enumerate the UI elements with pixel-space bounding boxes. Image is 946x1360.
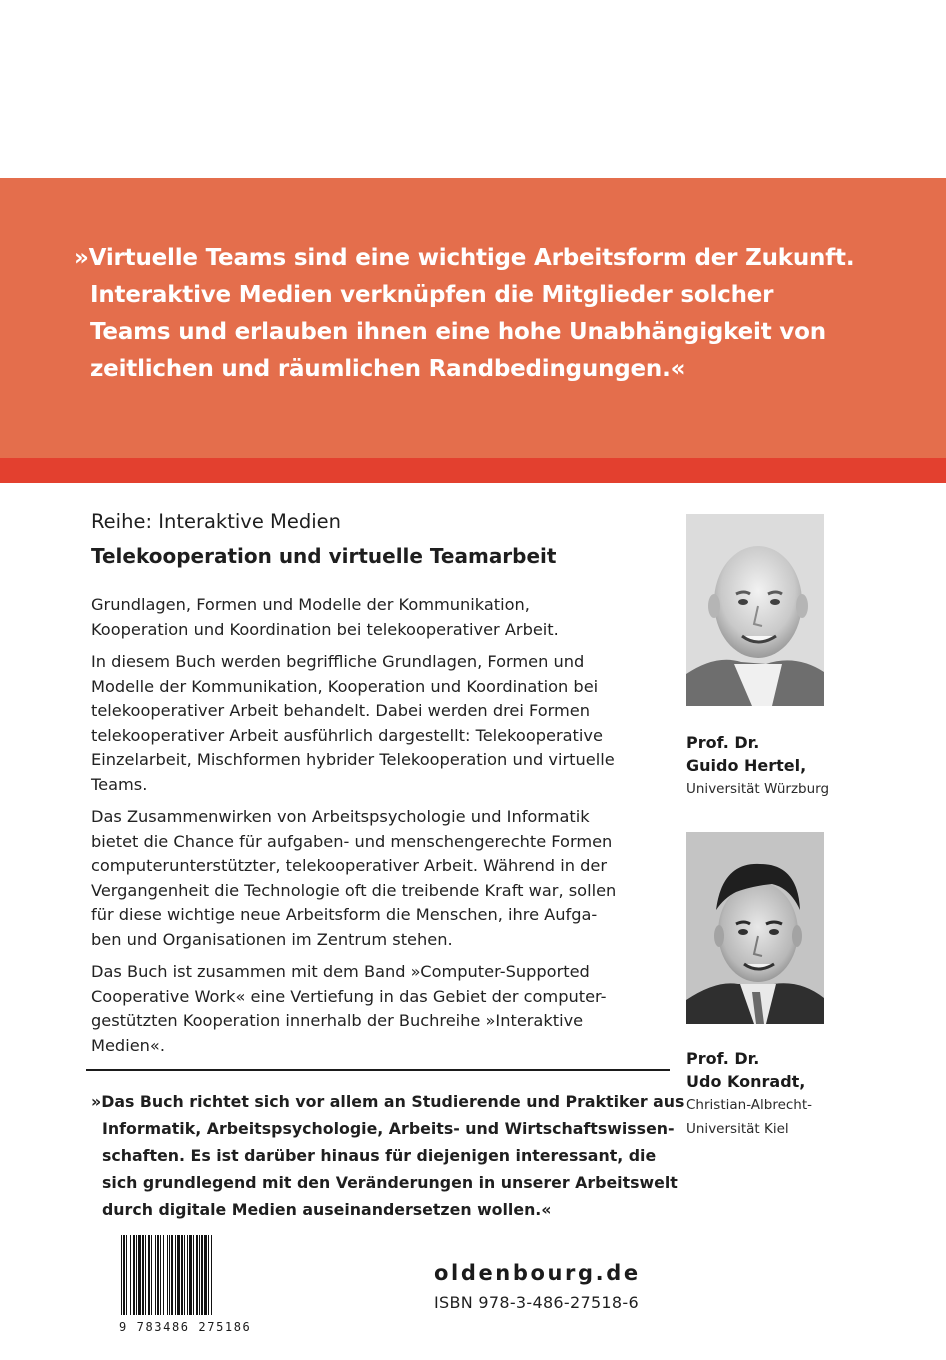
barcode-bar bbox=[130, 1235, 131, 1315]
quote-line: schaften. Es ist darüber hinaus für diejenigen interessant, die bbox=[102, 1146, 657, 1165]
barcode-bar bbox=[181, 1235, 183, 1315]
accent-stripe bbox=[0, 458, 946, 483]
text-line: Grundlagen, Formen und Modelle der Kommunikation, bbox=[91, 595, 530, 614]
description bbox=[91, 593, 661, 1066]
barcode-bar bbox=[204, 1235, 207, 1315]
barcode-bar bbox=[175, 1235, 176, 1315]
portrait-image bbox=[686, 832, 824, 1024]
paragraph bbox=[91, 960, 661, 1058]
barcode-bar bbox=[193, 1235, 194, 1315]
isbn-number: ISBN 978-3-486-27518-6 bbox=[434, 1293, 639, 1312]
text-line: Das Buch ist zusammen mit dem Band »Computer-Supported bbox=[91, 962, 590, 981]
text-line: Das Zusammenwirken von Arbeitspsychologie und Informatik bbox=[91, 807, 590, 826]
barcode-bar bbox=[133, 1235, 135, 1315]
barcode-bars bbox=[121, 1235, 212, 1315]
author-title: Prof. Dr. bbox=[686, 1049, 760, 1068]
barcode-bar bbox=[208, 1235, 209, 1315]
author-photo-konradt bbox=[686, 832, 824, 1024]
author-affiliation: Christian-Albrecht- bbox=[686, 1097, 813, 1113]
paragraph bbox=[91, 805, 661, 952]
text-line: telekooperativer Arbeit ausführlich dargestellt: Telekooperative bbox=[91, 725, 603, 745]
barcode-bar bbox=[169, 1235, 170, 1315]
barcode-bar bbox=[160, 1235, 161, 1315]
top-quote-line: Teams und erlauben ihnen eine hohe Unabhängigkeit von bbox=[90, 319, 826, 345]
text-line: In diesem Buch werden begriffliche Grundlagen, Formen und bbox=[91, 652, 585, 671]
divider bbox=[86, 1069, 670, 1071]
barcode-bar bbox=[163, 1235, 164, 1315]
author-affiliation: Universität Würzburg bbox=[686, 781, 830, 797]
quote-line: durch digitale Medien auseinandersetzen wollen.« bbox=[102, 1200, 552, 1219]
quote-line: »Das Buch richtet sich vor allem an Studierende und Praktiker aus bbox=[91, 1092, 685, 1111]
text-line: Vergangenheit die Technologie oft die treibende Kraft war, sollen bbox=[91, 880, 617, 900]
author-title: Prof. Dr. bbox=[686, 733, 760, 752]
text-line: Medien«. bbox=[91, 1035, 165, 1055]
text-line: Kooperation und Koordination bei telekooperativer Arbeit. bbox=[91, 619, 559, 639]
paragraph bbox=[91, 593, 661, 642]
text-line: Einzelarbeit, Mischformen hybrider Telekooperation und virtuelle bbox=[91, 750, 615, 769]
barcode-bar bbox=[157, 1235, 159, 1315]
barcode-bar bbox=[187, 1235, 188, 1315]
bottom-quote bbox=[91, 1088, 684, 1223]
barcode-bar bbox=[145, 1235, 146, 1315]
barcode-bar bbox=[167, 1235, 168, 1315]
text-line: Modelle der Kommunikation, Kooperation und Koordination bei bbox=[91, 676, 599, 696]
barcode-bar bbox=[199, 1235, 200, 1315]
text-line: gestützten Kooperation innerhalb der Buchreihe »Interaktive bbox=[91, 1011, 584, 1030]
barcode-bar bbox=[171, 1235, 173, 1315]
author-name: Guido Hertel, bbox=[686, 756, 807, 775]
author-konradt bbox=[686, 1047, 812, 1141]
isbn-barcode bbox=[117, 1233, 254, 1333]
publisher-url: oldenbourg.de bbox=[434, 1261, 641, 1285]
barcode-bar bbox=[121, 1235, 122, 1315]
author-hertel bbox=[686, 731, 829, 801]
book-title: Telekooperation und virtuelle Teamarbeit bbox=[91, 544, 557, 568]
author-affiliation: Universität Kiel bbox=[686, 1121, 789, 1137]
barcode-bar bbox=[184, 1235, 185, 1315]
text-line: für diese wichtige neue Arbeitsform die Menschen, ihre Aufga- bbox=[91, 905, 598, 924]
barcode-bar bbox=[138, 1235, 141, 1315]
text-line: computerunterstützter, telekooperativer Arbeit. Während in der bbox=[91, 856, 608, 875]
top-quote bbox=[74, 240, 855, 388]
top-quote-line: Interaktive Medien verknüpfen die Mitglieder solcher bbox=[90, 282, 774, 308]
barcode-bar bbox=[177, 1235, 180, 1315]
barcode-bar bbox=[151, 1235, 152, 1315]
barcode-bar bbox=[196, 1235, 198, 1315]
series-label: Reihe: Interaktive Medien bbox=[91, 510, 341, 533]
top-quote-line: zeitlichen und räumlichen Randbedingungen.« bbox=[90, 356, 686, 382]
text-line: Cooperative Work« eine Vertiefung in das Gebiet der computer- bbox=[91, 986, 607, 1006]
barcode-bar bbox=[189, 1235, 192, 1315]
barcode-bar bbox=[155, 1235, 156, 1315]
paragraph bbox=[91, 650, 661, 797]
quote-line: sich grundlegend mit den Veränderungen in unserer Arbeitswelt bbox=[102, 1173, 678, 1192]
barcode-bar bbox=[148, 1235, 150, 1315]
barcode-digits: 9 783486 275186 bbox=[119, 1320, 252, 1333]
barcode-bar bbox=[211, 1235, 212, 1315]
barcode-bar bbox=[142, 1235, 144, 1315]
portrait-image bbox=[686, 514, 824, 706]
text-line: Teams. bbox=[91, 774, 148, 794]
barcode-bar bbox=[201, 1235, 203, 1315]
text-line: bietet die Chance für aufgaben- und menschengerechte Formen bbox=[91, 831, 613, 851]
top-quote-line: »Virtuelle Teams sind eine wichtige Arbeitsform der Zukunft. bbox=[74, 245, 855, 271]
author-photo-hertel bbox=[686, 514, 824, 706]
barcode-bar bbox=[123, 1235, 125, 1315]
barcode-bar bbox=[136, 1235, 137, 1315]
barcode-bar bbox=[126, 1235, 127, 1315]
text-line: ben und Organisationen im Zentrum stehen. bbox=[91, 929, 453, 949]
text-line: telekooperativer Arbeit behandelt. Dabei werden drei Formen bbox=[91, 701, 590, 720]
author-name: Udo Konradt, bbox=[686, 1072, 806, 1091]
quote-line: Informatik, Arbeitspsychologie, Arbeits- und Wirtschaftswissen- bbox=[102, 1119, 675, 1138]
